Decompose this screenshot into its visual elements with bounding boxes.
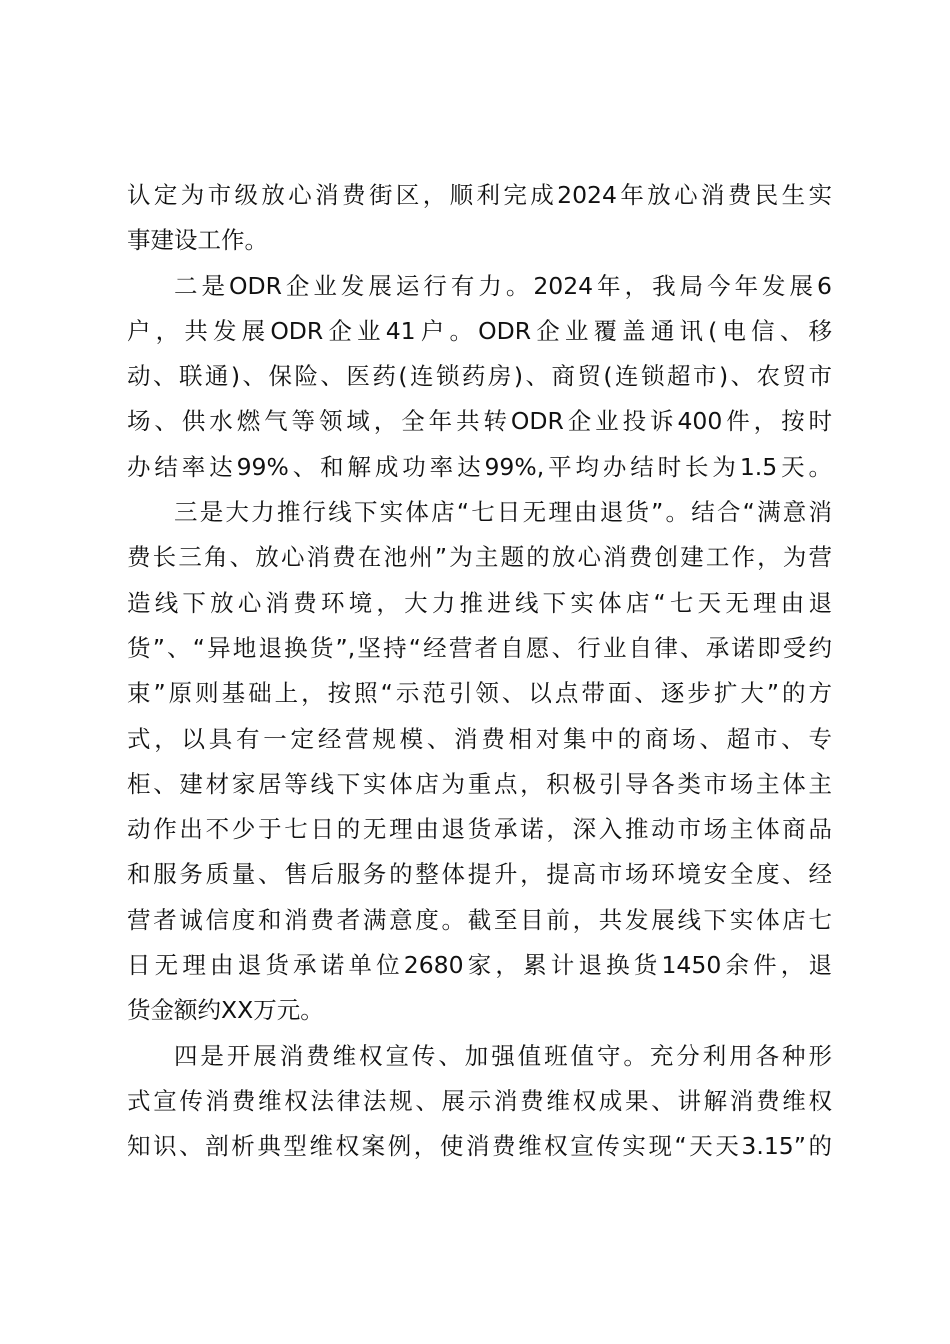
text-line: 式宣传消费维权法律法规、展示消费维权成果、讲解消费维权 — [127, 1086, 832, 1115]
text-line: 费长三角、放心消费在池州”为主题的放心消费创建工作，为营 — [127, 543, 832, 572]
text-line: 事建设工作。 — [127, 226, 268, 255]
text-line: 认定为市级放心消费街区，顺利完成2024年放心消费民生实 — [127, 181, 832, 209]
paragraph-start-line: 四是开展消费维权宣传、加强值班值守。充分利用各种形 — [174, 1041, 832, 1070]
text-line: 和服务质量、售后服务的整体提升，提高市场环境安全度、经 — [127, 860, 832, 889]
text-line: 户，共发展ODR企业41户。ODR企业覆盖通讯(电信、移 — [127, 316, 832, 345]
text-line: 柜、建材家居等线下实体店为重点，积极引导各类市场主体主 — [127, 769, 832, 798]
text-line: 式，以具有一定经营规模、消费相对集中的商场、超市、专 — [127, 724, 832, 753]
text-line: 知识、剖析典型维权案例，使消费维权宣传实现“天天3.15”的 — [127, 1132, 832, 1161]
text-line: 货金额约XX万元。 — [127, 996, 324, 1025]
text-line: 束”原则基础上，按照“示范引领、以点带面、逐步扩大”的方 — [127, 679, 832, 708]
text-line: 造线下放心消费环境，大力推进线下实体店“七天无理由退 — [127, 588, 832, 617]
text-line: 动、联通)、保险、医药(连锁药房)、商贸(连锁超市)、农贸市 — [127, 362, 832, 391]
text-line: 日无理由退货承诺单位2680家，累计退换货1450余件，退 — [127, 951, 832, 980]
text-line: 动作出不少于七日的无理由退货承诺，深入推动市场主体商品 — [127, 815, 832, 844]
document-body — [127, 173, 832, 1170]
paragraph-start-line: 三是大力推行线下实体店“七日无理由退货”。结合“满意消 — [174, 498, 832, 527]
text-line: 货”、“异地退换货”,坚持“经营者自愿、行业自律、承诺即受约 — [127, 633, 832, 662]
paragraph-start-line: 二是ODR企业发展运行有力。2024年，我局今年发展6 — [174, 271, 832, 300]
text-line: 场、供水燃气等领域，全年共转ODR企业投诉400件，按时 — [127, 407, 832, 436]
text-line: 营者诚信度和消费者满意度。截至目前，共发展线下实体店七 — [127, 905, 832, 934]
text-line: 办结率达99%、和解成功率达99%,平均办结时长为1.5天。 — [127, 452, 832, 481]
